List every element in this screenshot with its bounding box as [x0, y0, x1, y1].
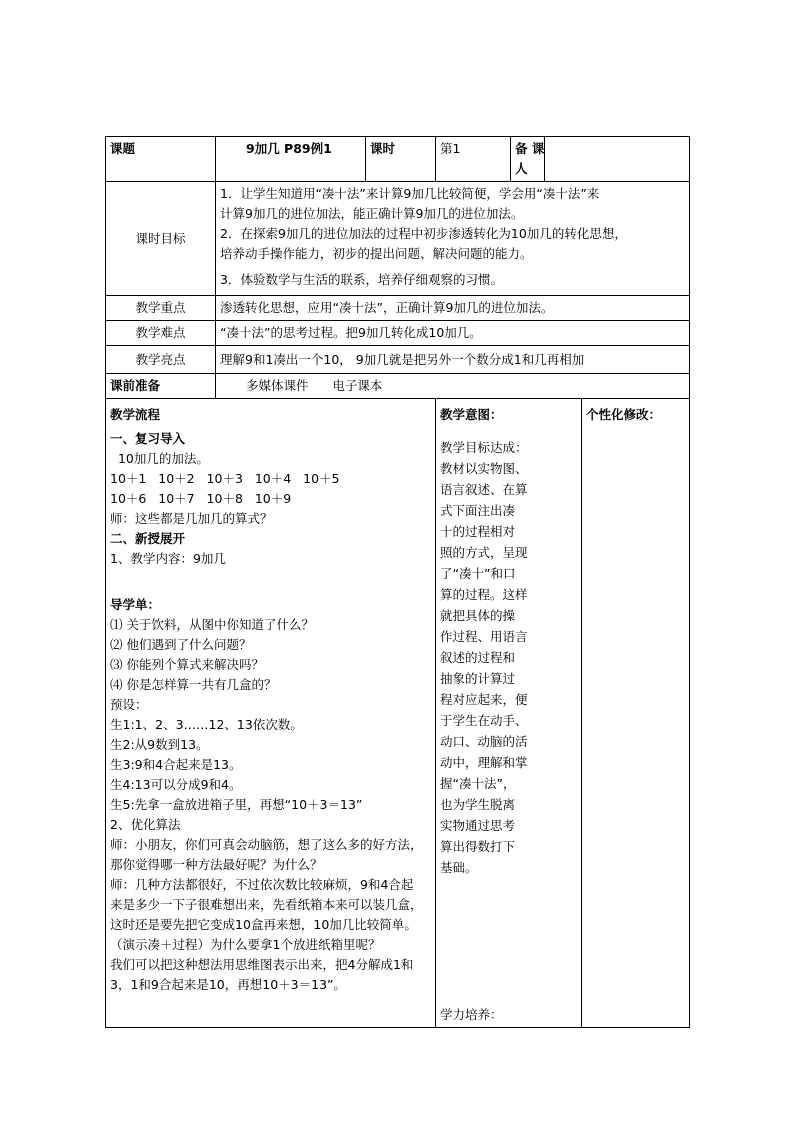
process-line: 1、教学内容：9加几 [110, 551, 226, 566]
highlight-text: 理解9和1凑出一个10， 9加几就是把另外一个数分成1和几再相加 [216, 346, 690, 374]
process-line: ⑷ 你是怎样算一共有几盒的？ [110, 677, 277, 692]
objective-line: 培养动手操作能力，初步的提出问题、解决问题的能力。 [220, 246, 533, 261]
objective-line: 3．体验数学与生活的联系，培养仔细观察的习惯。 [220, 272, 503, 287]
process-line: 师：这些都是几加几的算式？ [110, 511, 273, 526]
personal-title: 个性化修改： [586, 407, 662, 422]
period-label: 课时 [366, 137, 436, 182]
intent-line: 照的方式，呈现 [440, 545, 528, 560]
process-line: 2、优化算法 [110, 817, 181, 832]
process-line: 生4:13可以分成9和4。 [110, 777, 242, 792]
prep-value [545, 137, 690, 182]
header-row [106, 137, 690, 182]
intent-line: 算出得数打下 [440, 839, 516, 854]
process-line: ⑴ 关于饮料，从图中你知道了什么？ [110, 617, 314, 632]
process-line: 那你觉得哪一种方法最好呢？为什么？ [110, 857, 323, 872]
process-line: 我们可以把这种想法用思维图表示出来，把4分解成1和 [110, 957, 414, 972]
intent-lines [440, 437, 577, 878]
difficulty-text: “凑十法”的思考过程。把9加几转化成10加几。 [216, 321, 690, 346]
intent-line: 十的过程相对 [440, 524, 516, 539]
key-point-text: 渗透转化思想，应用“凑十法”，正确计算9加几的进位加法。 [216, 296, 690, 321]
key-point-row [106, 296, 690, 321]
intent-footer: 学力培养： [440, 1007, 503, 1022]
intent-line: 就把具体的操 [440, 608, 516, 623]
objectives-row [106, 182, 690, 296]
objectives-content [216, 182, 690, 296]
intent-line: 程对应起来，便 [440, 692, 528, 707]
process-line: ⑶ 你能列个算式来解决吗？ [110, 657, 264, 672]
objective-line: 计算9加几的进位加法，能正确计算9加几的进位加法。 [220, 206, 524, 221]
process-line: 10＋6 10＋7 10＋8 10＋9 [110, 491, 292, 506]
intent-line: 算的过程。这样 [440, 587, 528, 602]
process-line: 二、新授展开 [110, 531, 186, 546]
objective-line: 2．在探索9加几的进位加法的过程中初步渗透转化为10加几的转化思想， [220, 226, 627, 241]
process-line: 3，1和9合起来是10，再想10＋3＝13”。 [110, 977, 347, 992]
key-point-label: 教学重点 [106, 296, 216, 321]
intent-line: 作过程、用语言 [440, 629, 528, 644]
intent-line: 抽象的计算过 [440, 671, 516, 686]
process-line: 生2:从9数到13。 [110, 737, 209, 752]
personal-cell [582, 399, 690, 1028]
process-line: 10加几的加法。 [110, 451, 209, 466]
lesson-plan-table [105, 136, 690, 1028]
highlight-row [106, 346, 690, 374]
topic-label: 课题 [106, 137, 216, 182]
process-line: 10＋1 10＋2 10＋3 10＋4 10＋5 [110, 471, 340, 486]
preparation-label: 课前准备 [106, 374, 216, 399]
process-line: 导学单： [110, 597, 161, 612]
intent-wrap [440, 405, 577, 1025]
process-line: 生5:先拿一盒放进箱子里，再想“10＋3＝13” [110, 797, 363, 812]
process-line: 师：小朋友，你们可真会动脑筋，想了这么多的好方法， [110, 837, 423, 852]
process-line: 师：几种方法都很好，不过依次数比较麻烦，9和4合起 [110, 877, 414, 892]
intent-line: 教材以实物图、 [440, 461, 528, 476]
process-line [110, 569, 431, 589]
intent-line: 握“凑十法”， [440, 776, 516, 791]
intent-line: 叙述的过程和 [440, 650, 516, 665]
lesson-body-row [106, 399, 690, 1028]
intent-line: 式下面注出凑 [440, 503, 516, 518]
intent-line: 于学生在动手、 [440, 713, 528, 728]
process-line: 生3:9和4合起来是13。 [110, 757, 242, 772]
intent-line: 基础。 [440, 860, 478, 875]
process-title: 教学流程 [110, 407, 161, 422]
preparation-row [106, 374, 690, 399]
process-line: 预设： [110, 697, 148, 712]
intent-cell [436, 399, 582, 1028]
process-line: 来是多少一下子很难想出来，先看纸箱本来可以装几盒， [110, 897, 423, 912]
difficulty-label: 教学难点 [106, 321, 216, 346]
process-cell [106, 399, 436, 1028]
prep-label-line1: 备 课 [515, 141, 545, 156]
objective-line: 1．让学生知道用“凑十法”来计算9加几比较简便，学会用“凑十法”来 [220, 186, 600, 201]
process-lines [110, 429, 431, 995]
process-line: （演示凑＋过程）为什么要拿1个放进纸箱里呢？ [110, 937, 381, 952]
process-line: 这时还是要先把它变成10盒再来想，10加几比较简单。 [110, 917, 417, 932]
intent-line: 也为学生脱离 [440, 797, 516, 812]
objectives-label: 课时目标 [106, 182, 216, 296]
intent-line: 语言叙述、在算 [440, 482, 528, 497]
prep-label [511, 137, 545, 182]
intent-line: 了“凑十”和口 [440, 566, 516, 581]
process-line: 一、复习导入 [110, 431, 186, 446]
preparation-text: 多媒体课件 电子课本 [216, 374, 690, 399]
highlight-label: 教学亮点 [106, 346, 216, 374]
process-line: ⑵ 他们遇到了什么问题？ [110, 637, 252, 652]
topic-value: 9加几 P89例1 [216, 137, 366, 182]
prep-label-line2: 人 [515, 161, 528, 176]
period-value: 第1 [436, 137, 511, 182]
difficulty-row [106, 321, 690, 346]
intent-line: 动口、动脑的活 [440, 734, 528, 749]
intent-line: 教学目标达成： [440, 440, 528, 455]
intent-line: 动中，理解和掌 [440, 755, 528, 770]
intent-line: 实物通过思考 [440, 818, 516, 833]
intent-title: 教学意图： [440, 407, 503, 422]
process-line: 生1:1、2、3……12、13依次数。 [110, 717, 303, 732]
